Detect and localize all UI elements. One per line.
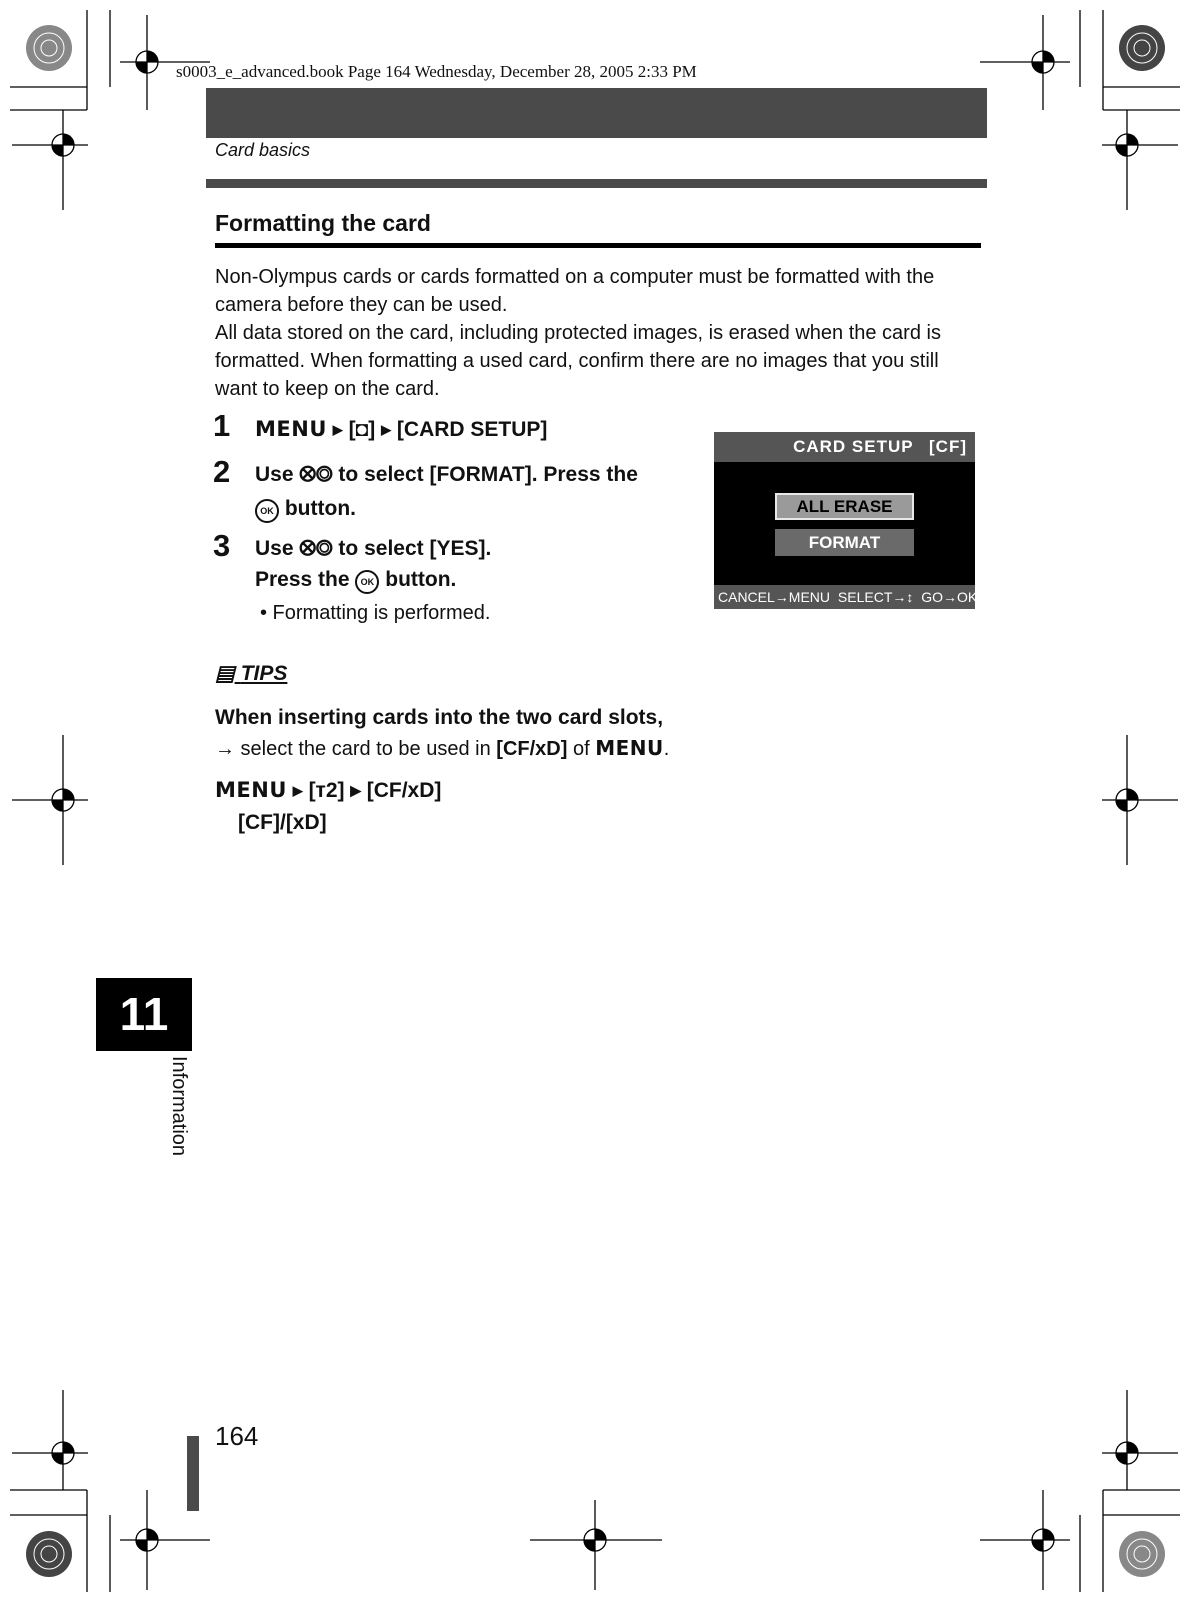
step-3-line-2: Press the OK button. — [255, 564, 456, 595]
intro-paragraph-2: All data stored on the card, including protected images, is erased when the card is formatted. When formatting a used card, confirm there are no images that you still want to keep on the card. — [215, 322, 941, 400]
chapter-label: Information — [168, 1056, 190, 1157]
ok-button-icon: OK — [355, 570, 379, 594]
title-rule — [215, 243, 981, 248]
card-setup-target: [CARD SETUP] — [396, 418, 548, 441]
page-number: 164 — [215, 1421, 259, 1451]
lcd-go-hint: GO→OK — [921, 589, 978, 605]
step-3-line-1: Use ⭙⭗ to select [YES]. — [255, 537, 492, 560]
section-label: Card basics — [215, 140, 311, 160]
tips-menu-options: [CF]/[xD] — [238, 811, 327, 834]
lcd-select-hint: SELECT→↕ — [837, 589, 914, 605]
header-band — [206, 88, 987, 138]
all-erase-option: ALL ERASE — [775, 493, 914, 520]
arrow-right-icon: ▶ — [292, 783, 303, 798]
lcd-title-bar — [714, 432, 975, 462]
tips-heading: When inserting cards into the two card slots, — [215, 706, 664, 729]
proof-header: s0003_e_advanced.book Page 164 Wednesday, December 28, 2005 2:33 PM — [176, 62, 697, 81]
lcd-cancel-hint: CANCEL→MENU — [718, 589, 831, 605]
step-3-number: 3 — [213, 528, 231, 563]
step-2-number: 2 — [213, 454, 231, 489]
page-title: Formatting the card — [215, 210, 431, 236]
ok-button-icon: OK — [255, 499, 279, 523]
registration-target-icon — [26, 25, 1165, 1577]
section-rule — [206, 179, 987, 188]
chapter-number: 11 — [96, 978, 192, 1051]
lcd-footer — [714, 585, 978, 609]
format-option: FORMAT — [775, 529, 914, 556]
page-number-bar — [187, 1436, 199, 1511]
step-1-text — [255, 414, 547, 445]
camera-card-icon: [◘] — [348, 418, 376, 441]
step-2-line-2: OK button. — [255, 493, 356, 524]
lcd-card-badge: [CF] — [929, 437, 967, 456]
tips-text: → select the card to be used in [CF/xD] of MENU. — [215, 736, 670, 760]
step-2-line-1: Use ⭙⭗ to select [FORMAT]. Press the — [255, 463, 638, 486]
menu-keyword: MENU — [255, 417, 327, 441]
arrow-right-icon: ▶ — [381, 422, 392, 437]
step-1-number: 1 — [213, 408, 231, 443]
tips-label: ▤ TIPS — [215, 662, 288, 685]
step-3-bullet: • Formatting is performed. — [260, 602, 491, 624]
lcd-title: CARD SETUP — [793, 437, 914, 456]
note-icon: ▤ — [215, 662, 235, 685]
tips-menu-path: MENU ▶ [т2] ▸ [CF/xD] — [215, 778, 442, 802]
card-setup-screen — [714, 432, 978, 609]
intro-paragraph-1: Non-Olympus cards or cards formatted on a computer must be formatted with the camera before they can be used. — [215, 266, 935, 316]
arrow-right-icon: ▶ — [332, 422, 343, 437]
